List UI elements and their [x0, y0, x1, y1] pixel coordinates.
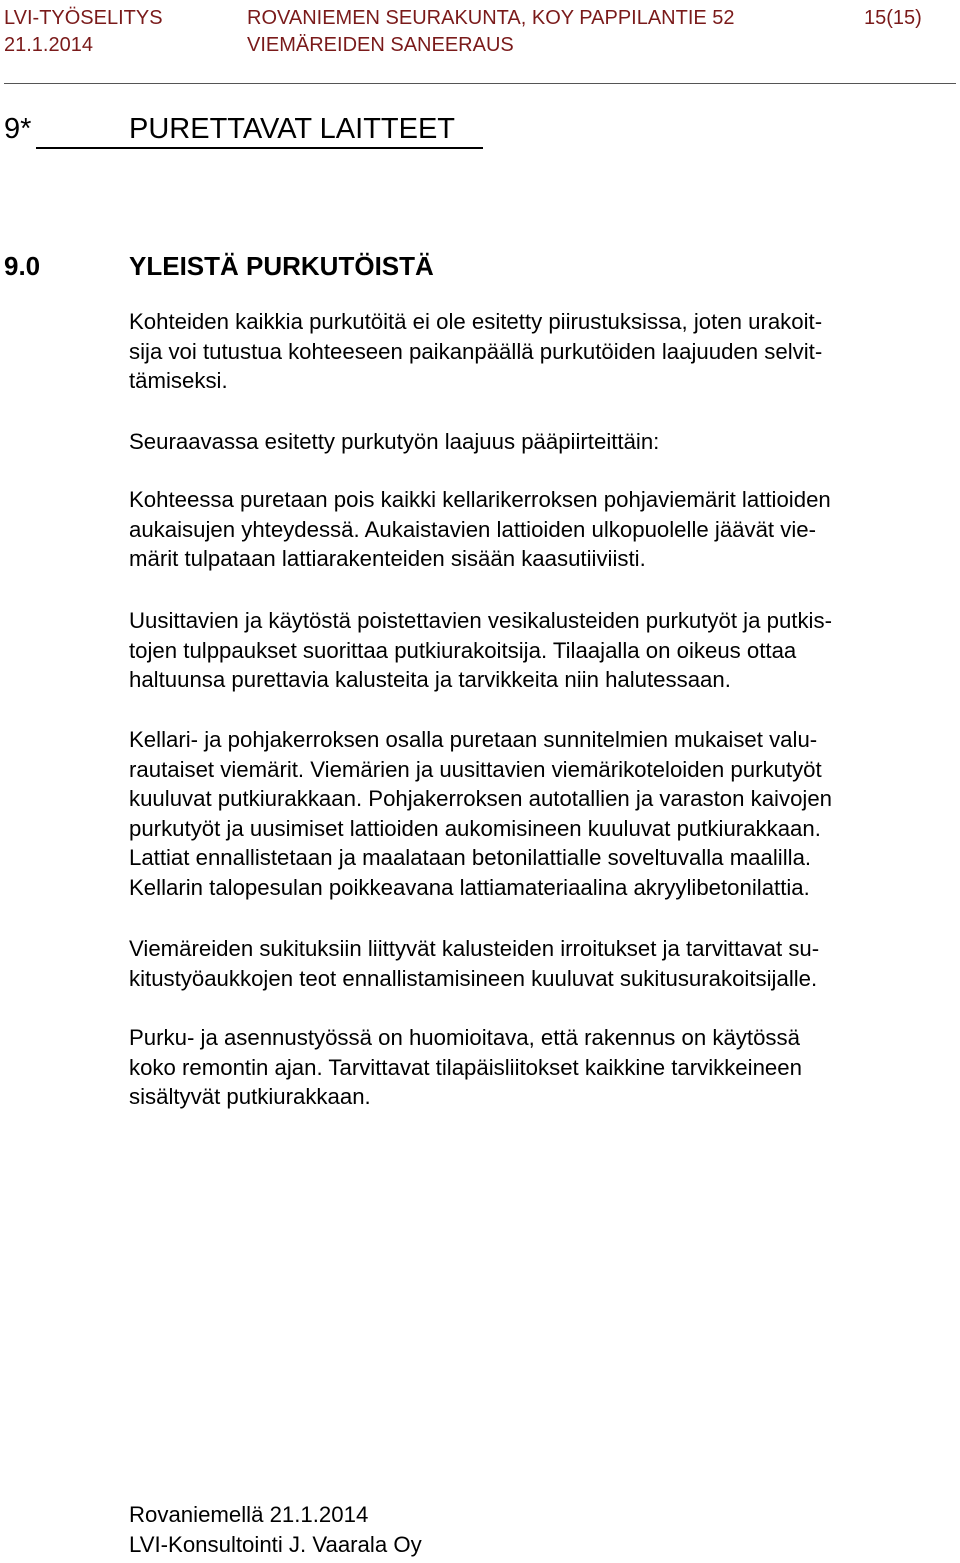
- paragraph-line: tojen tulppaukset suorittaa putkiurakoitsija. Tilaajalla on oikeus ottaa: [129, 637, 797, 663]
- paragraph-line: Viemäreiden sukituksiin liittyvät kalusteiden irroitukset ja tarvittavat su-: [129, 936, 820, 961]
- footer-place-date: Rovaniemellä 21.1.2014: [129, 1502, 369, 1527]
- paragraph-floor-drains: [129, 485, 954, 574]
- paragraph-line: kuuluvat putkiurakkaan. Pohjakerroksen autotallien ja varaston kaivojen: [129, 786, 833, 812]
- paragraph-line: aukaisujen yhteydessä. Aukaistavien lattioiden ulkopuolelle jäävät vie-: [129, 516, 817, 542]
- header-subject: VIEMÄREIDEN SANEERAUS: [247, 34, 514, 56]
- paragraph-line: Kellarin talopesulan poikkeavana lattiamateriaalina akryylibetonilattia.: [129, 874, 810, 900]
- paragraph-line: purkutyöt ja uusimiset lattioiden aukomisineen kuuluvat putkiurakkaan.: [129, 815, 821, 841]
- paragraph-relining: [129, 934, 954, 993]
- section-title: PURETTAVAT LAITTEET: [129, 113, 456, 145]
- paragraph-line: Purku- ja asennustyössä on huomioitava, että rakennus on käytössä: [129, 1025, 800, 1050]
- paragraph-intro: [129, 427, 954, 457]
- header-date: 21.1.2014: [4, 34, 93, 56]
- subsection-title: YLEISTÄ PURKUTÖISTÄ: [129, 251, 434, 281]
- paragraph-line: Kohteiden kaikkia purkutöitä ei ole esitetty piirustuksissa, joten urakoit-: [129, 309, 823, 334]
- paragraph-line: sija voi tutustua kohteeseen paikanpäällä purkutöiden laajuuden selvit-: [129, 338, 823, 364]
- section-title-underline: [36, 147, 483, 149]
- paragraph-line: sisältyvät putkiurakkaan.: [129, 1084, 371, 1110]
- paragraph-line: rautaiset viemärit. Viemärien ja uusittavien viemärikoteloiden purkutyöt: [129, 756, 822, 782]
- paragraph-line: Kohteessa puretaan pois kaikki kellarikerroksen pohjaviemärit lattioiden: [129, 487, 831, 512]
- paragraph-fixtures: [129, 606, 954, 695]
- paragraph-scope-note: [129, 307, 954, 396]
- header-doc-type: LVI-TYÖSELITYS: [4, 7, 163, 29]
- footer-company: LVI-Konsultointi J. Vaarala Oy: [129, 1532, 422, 1557]
- paragraph-line: märit tulpataan lattiarakenteiden sisään kaasutiiviisti.: [129, 546, 646, 572]
- paragraph-line: tämiseksi.: [129, 368, 228, 394]
- paragraph-line: Uusittavien ja käytöstä poistettavien vesikalusteiden purkutyöt ja putkis-: [129, 608, 832, 633]
- subsection-number: 9.0: [4, 251, 41, 281]
- paragraph-line: Seuraavassa esitetty purkutyön laajuus pääpiirteittäin:: [129, 429, 660, 454]
- header-project: ROVANIEMEN SEURAKUNTA, KOY PAPPILANTIE 52: [247, 7, 735, 29]
- paragraph-line: Lattiat ennallistetaan ja maalataan betonilattialle soveltuvalla maalilla.: [129, 845, 812, 871]
- paragraph-in-use: [129, 1023, 954, 1112]
- header-page-number: 15(15): [864, 7, 922, 29]
- header-divider: [4, 83, 956, 84]
- section-number: 9*: [4, 113, 32, 145]
- paragraph-basement: [129, 725, 954, 903]
- paragraph-line: haltuunsa purettavia kalusteita ja tarvikkeita niin halutessaan.: [129, 667, 731, 693]
- paragraph-line: Kellari- ja pohjakerroksen osalla puretaan sunnitelmien mukaiset valu-: [129, 727, 818, 752]
- paragraph-line: kitustyöaukkojen teot ennallistamisineen kuuluvat sukitusurakoitsijalle.: [129, 965, 818, 991]
- paragraph-line: koko remontin ajan. Tarvittavat tilapäisliitokset kaikkine tarvikkeineen: [129, 1054, 802, 1080]
